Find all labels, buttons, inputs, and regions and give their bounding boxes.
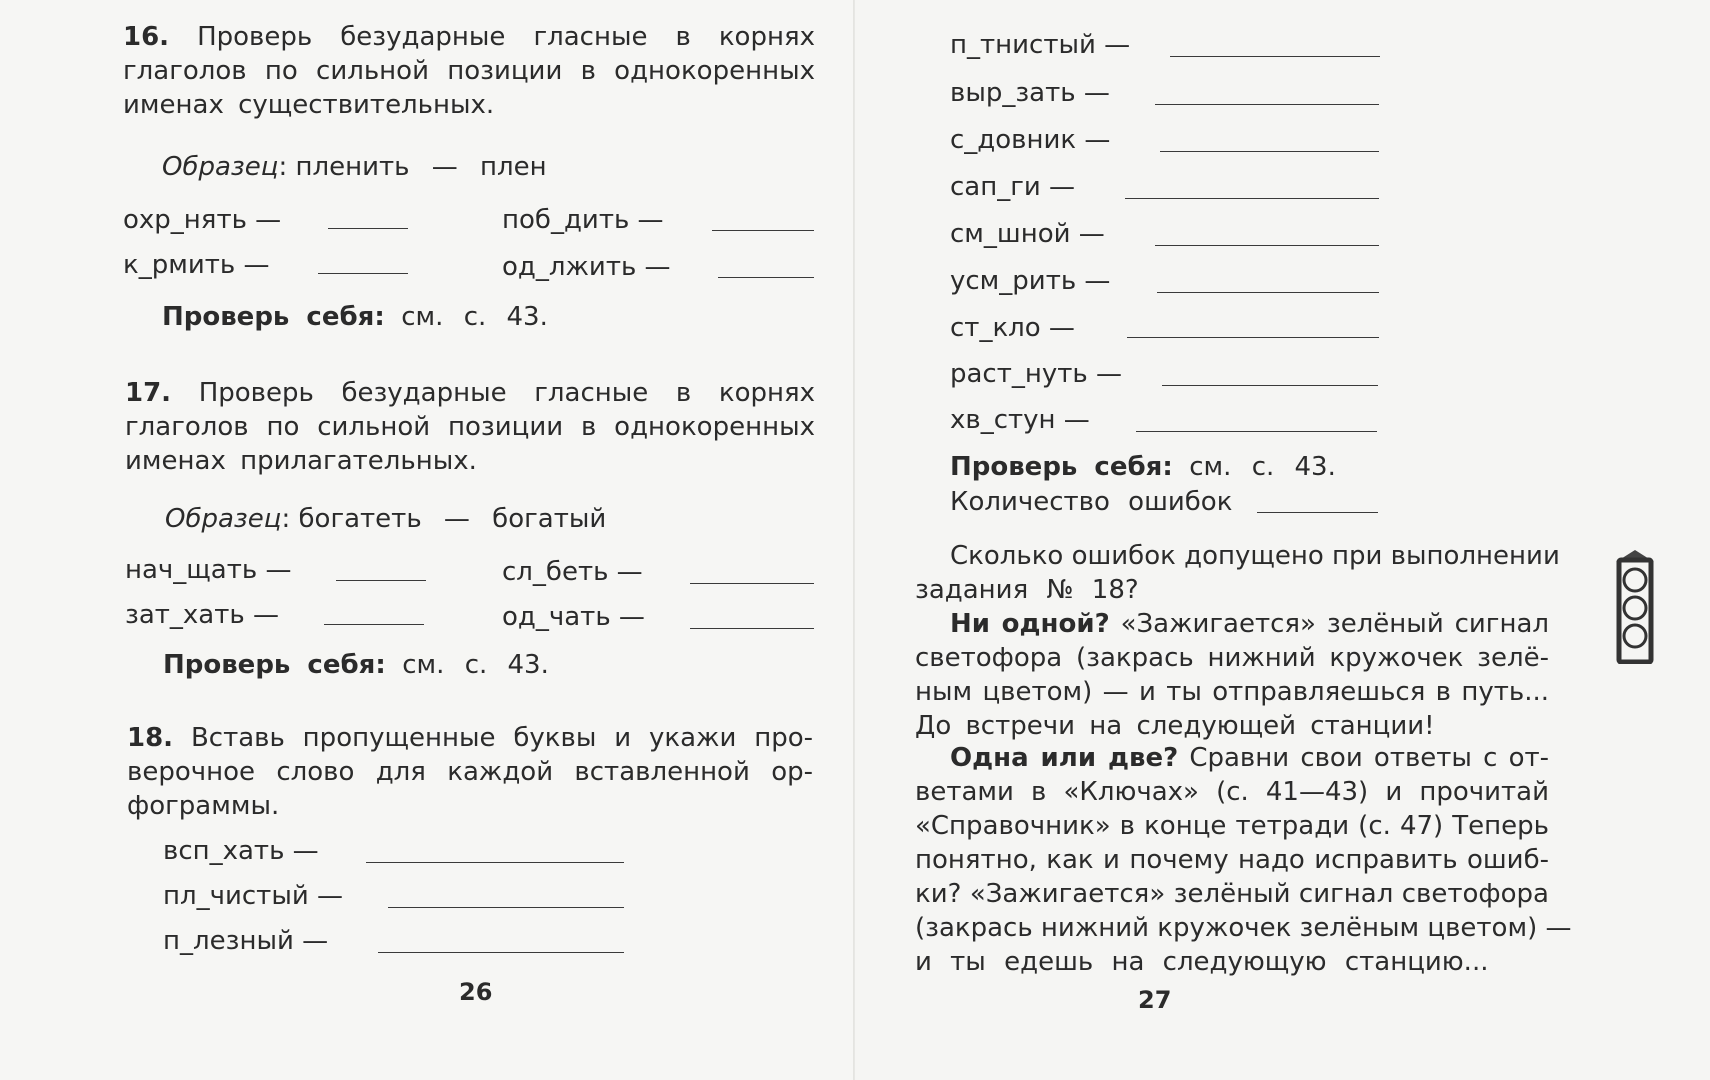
task-17-number: 17.: [125, 378, 172, 408]
answer-line[interactable]: [1170, 56, 1380, 57]
word-item: п_тнистый —: [950, 30, 1131, 60]
word-item: хв_стун —: [950, 405, 1090, 435]
page-number: 27: [1138, 986, 1172, 1014]
task-17-item-3: зат_хать —: [125, 600, 279, 630]
question-text: Сколько ошибок допущено при выполнении задания № 18?: [915, 541, 1560, 605]
task-18-item-2: пл_чистый —: [163, 881, 344, 911]
answer-line[interactable]: [1160, 151, 1379, 152]
answer-line[interactable]: [366, 862, 624, 863]
task-17-item-1: нач_щать —: [125, 555, 292, 585]
answer-line[interactable]: [328, 228, 408, 229]
answer-line[interactable]: [690, 583, 814, 584]
answer-line[interactable]: [1162, 385, 1378, 386]
answer-line[interactable]: [1157, 292, 1379, 293]
task-16-text: 16. Проверь безударные гласные в корнях глаголов по сильной позиции в однокоренных именах существительных.: [123, 22, 815, 120]
word-item: см_шной —: [950, 219, 1105, 249]
task-17-sample: Образец: богатеть — богатый: [165, 504, 607, 534]
task-18-item-3: п_лезный —: [163, 926, 329, 956]
traffic-bottom-circle: [1624, 625, 1646, 647]
word-item: сап_ги —: [950, 172, 1076, 202]
word-item: раст_нуть —: [950, 359, 1122, 389]
one-or-two-paragraph: Одна или две? Сравни свои ответы с от- ветами в «Ключах» (с. 41—43) и прочитай «Справочник» в конце тетради (с. 47) Теперь понятно, как и почему надо исправить ошиб- ки? «Зажигается» зелёный сигнал светофора (закрась нижний кружочек зелёным цветом) — и ты едешь на следующую станцию...: [915, 743, 1572, 977]
task-18-text: 18. Вставь пропущенные буквы и укажи про- верочное слово для каждой вставленной ор- фограммы.: [127, 723, 814, 821]
traffic-top-circle: [1624, 569, 1646, 591]
traffic-light-icon: [1612, 548, 1658, 664]
word-item: с_довник —: [950, 125, 1111, 155]
answer-line[interactable]: [712, 230, 814, 231]
traffic-middle-circle: [1624, 597, 1646, 619]
check-yourself: Проверь себя: см. с. 43.: [950, 452, 1336, 482]
answer-line[interactable]: [318, 273, 408, 274]
answer-line[interactable]: [1155, 245, 1379, 246]
task-16-item-4: од_лжить —: [502, 252, 671, 282]
answer-line[interactable]: [378, 952, 624, 953]
task-16-item-2: поб_дить —: [502, 205, 664, 235]
answer-line[interactable]: [1127, 337, 1379, 338]
answer-line[interactable]: [718, 277, 814, 278]
task-16-item-1: охр_нять —: [123, 205, 282, 235]
word-item: усм_рить —: [950, 266, 1111, 296]
errors-count-line[interactable]: [1257, 512, 1378, 513]
task-18-number: 18.: [127, 723, 174, 753]
answer-line[interactable]: [1136, 431, 1377, 432]
errors-count-label: Количество ошибок: [950, 487, 1233, 517]
answer-line[interactable]: [336, 580, 426, 581]
task-16-sample: Образец: пленить — плен: [162, 152, 547, 182]
task-17-check: Проверь себя: см. с. 43.: [163, 650, 549, 680]
task-17-item-2: сл_беть —: [502, 557, 643, 587]
none-paragraph: Ни одной? «Зажигается» зелёный сигнал светофора (закрась нижний кружочек зелё- ным цветом) — и ты отправляешься в путь... До встречи на следующей станции!: [915, 609, 1550, 741]
task-16-number: 16.: [123, 22, 170, 52]
answer-line[interactable]: [1125, 198, 1379, 199]
task-16-check: Проверь себя: см. с. 43.: [162, 302, 548, 332]
task-18-item-1: всп_хать —: [163, 836, 319, 866]
answer-line[interactable]: [388, 907, 624, 908]
word-item: ст_кло —: [950, 313, 1075, 343]
answer-line[interactable]: [1155, 104, 1379, 105]
task-17-item-4: од_чать —: [502, 602, 645, 632]
answer-line[interactable]: [690, 628, 814, 629]
answer-line[interactable]: [324, 624, 424, 625]
right-page: [855, 0, 1710, 1080]
task-16-item-3: к_рмить —: [123, 250, 270, 280]
page-number: 26: [459, 978, 493, 1006]
task-17-text: 17. Проверь безударные гласные в корнях глаголов по сильной позиции в однокоренных именах прилагательных.: [125, 378, 816, 476]
word-item: выр_зать —: [950, 78, 1110, 108]
